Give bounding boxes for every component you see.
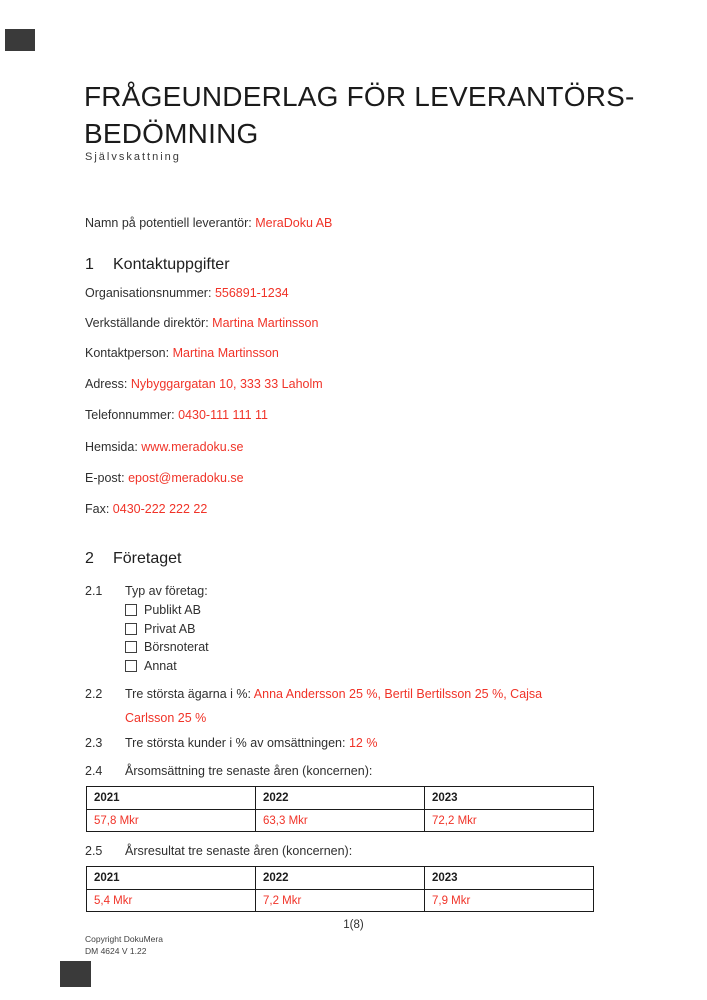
section2-title: Företaget (113, 550, 182, 567)
item-2-4-label: Årsomsättning tre senaste åren (koncernen): (125, 764, 373, 778)
item-2-2-number: 2.2 (85, 687, 103, 701)
field-hemsida (85, 440, 243, 454)
profit-table (86, 866, 594, 912)
field-value: 556891-1234 (214, 286, 289, 300)
company-type-options (125, 601, 209, 675)
field-label: E-post: (85, 471, 125, 485)
option-annat[interactable] (125, 657, 209, 676)
item-2-5-label: Årsresultat tre senaste åren (koncernen): (125, 844, 353, 858)
section2-heading (85, 550, 181, 568)
field-fax (85, 502, 207, 516)
document-title (84, 78, 684, 152)
item-2-5 (85, 844, 352, 858)
corner-artifact-bottom-left (60, 961, 91, 987)
field-value: 0430-222 222 22 (112, 502, 208, 516)
section2-number: 2 (85, 550, 94, 567)
option-privat-ab[interactable] (125, 620, 209, 639)
section1-number: 1 (85, 256, 94, 273)
document-title-line2: BEDÖMNING (84, 118, 259, 149)
item-2-2-label: Tre största ägarna i %: (125, 687, 251, 701)
field-label: Fax: (85, 502, 110, 516)
option-label: Annat (144, 658, 177, 673)
document-title-line1: FRÅGEUNDERLAG FÖR LEVERANTÖRS- (84, 81, 635, 112)
item-2-3-label: Tre största kunder i % av omsättningen: (125, 736, 346, 750)
field-telefonnummer (85, 408, 268, 422)
supplier-name-value: MeraDoku AB (255, 216, 333, 230)
turnover-table-header-row (87, 787, 594, 810)
field-label: Kontaktperson: (85, 346, 170, 360)
document-subtitle: Självskattning (85, 151, 181, 163)
field-adress (85, 377, 323, 391)
option-borsnoterat[interactable] (125, 638, 209, 657)
turnover-table (86, 786, 594, 832)
footer-copyright (85, 934, 163, 957)
item-2-4 (85, 764, 372, 778)
profit-value: 7,9 Mkr (425, 890, 594, 912)
field-value: epost@meradoku.se (128, 471, 244, 485)
item-2-3-value: 12 % (348, 736, 378, 750)
profit-value: 5,4 Mkr (87, 890, 256, 912)
year-header: 2021 (87, 867, 256, 890)
field-label: Hemsida: (85, 440, 138, 454)
year-header: 2022 (256, 787, 425, 810)
item-2-2 (85, 683, 590, 730)
item-2-5-number: 2.5 (85, 844, 103, 858)
profit-table-value-row (87, 890, 594, 912)
corner-artifact-top-left (5, 29, 35, 51)
option-label: Publikt AB (144, 603, 201, 617)
item-2-3-number: 2.3 (85, 736, 103, 750)
year-header: 2021 (87, 787, 256, 810)
field-value: Martina Martinsson (172, 346, 279, 360)
checkbox-icon[interactable] (125, 641, 137, 653)
field-verkstallande-direktor (85, 316, 318, 330)
year-header: 2023 (425, 787, 594, 810)
option-label: Börsnoterat (144, 640, 209, 655)
section1-title: Kontaktuppgifter (113, 256, 230, 273)
field-label: Adress: (85, 377, 128, 391)
item-2-3 (85, 736, 377, 750)
supplier-name-line (85, 216, 332, 230)
year-header: 2023 (425, 867, 594, 890)
field-value: Martina Martinsson (212, 316, 319, 330)
field-value: www.meradoku.se (141, 440, 244, 454)
item-2-1-number: 2.1 (85, 584, 103, 598)
footer-copyright-line1: Copyright DokuMera (85, 934, 163, 944)
checkbox-icon[interactable] (125, 623, 137, 635)
field-label: Organisationsnummer: (85, 286, 212, 300)
field-epost (85, 471, 244, 485)
turnover-value: 63,3 Mkr (256, 810, 425, 832)
page-number: 1(8) (343, 919, 364, 931)
turnover-value: 57,8 Mkr (87, 810, 256, 832)
profit-table-header-row (87, 867, 594, 890)
field-kontaktperson (85, 346, 279, 360)
supplier-name-label: Namn på potentiell leverantör: (85, 216, 252, 230)
checkbox-icon[interactable] (125, 604, 137, 616)
footer-doc-id: DM 4624 V 1.22 (85, 945, 147, 956)
year-header: 2022 (256, 867, 425, 890)
option-label: Privat AB (144, 621, 196, 636)
section1-heading (85, 256, 230, 274)
item-2-2-value: Anna Andersson 25 %, Bertil Bertilsson 25 %, Cajsa Carlsson 25 % (125, 687, 543, 725)
field-organisationsnummer (85, 286, 289, 300)
field-label: Telefonnummer: (85, 408, 175, 422)
item-2-1 (85, 584, 208, 598)
option-publikt-ab[interactable] (125, 601, 209, 620)
field-value: 0430-111 111 11 (178, 408, 269, 422)
field-value: Nybyggargatan 10, 333 33 Laholm (130, 377, 323, 391)
field-label: Verkställande direktör: (85, 316, 209, 330)
item-2-1-label: Typ av företag: (125, 584, 208, 598)
checkbox-icon[interactable] (125, 660, 137, 672)
turnover-table-value-row (87, 810, 594, 832)
profit-value: 7,2 Mkr (256, 890, 425, 912)
turnover-value: 72,2 Mkr (425, 810, 594, 832)
item-2-4-number: 2.4 (85, 764, 103, 778)
